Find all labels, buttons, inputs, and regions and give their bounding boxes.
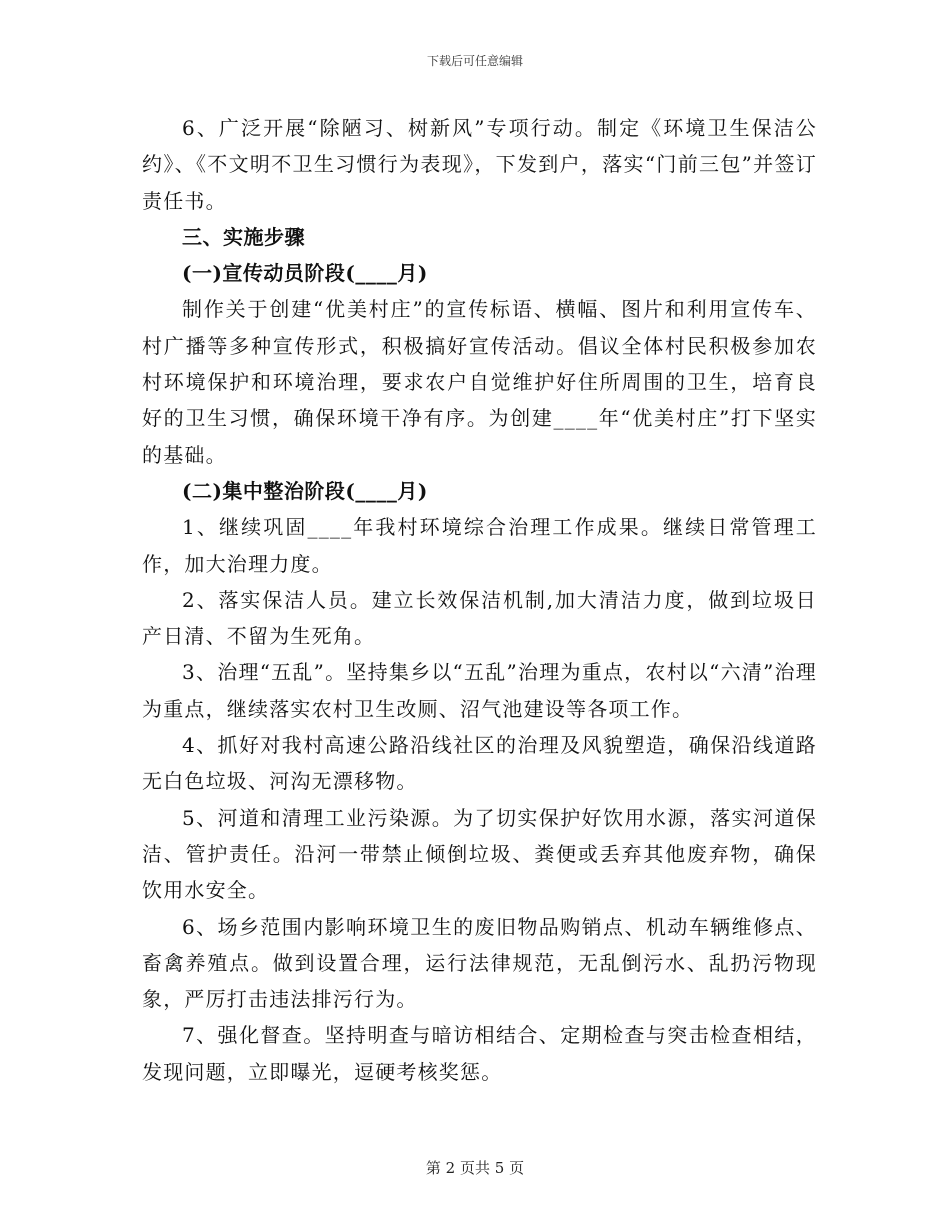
list-item-5: 5、河道和清理工业污染源。为了切实保护好饮用水源，落实河道保洁、管护责任。沿河一带禁止倾倒垃圾、粪便或丢弃其他废弃物，确保饮用水安全。 [142,805,817,903]
list-item-6: 6、场乡范围内影响环境卫生的废旧物品购销点、机动车辆维修点、畜禽养殖点。做到设置合理，运行法律规范，无乱倒污水、乱扔污物现象，严厉打击违法排污行为。 [142,914,817,1012]
page-number: 第 2 页共 5 页 [425,1159,525,1177]
list-item-1: 1、继续巩固____年我村环境综合治理工作成果。继续日常管理工作，加大治理力度。 [142,515,817,576]
subsection-heading-publicity-phase: (一)宣传动员阶段(____月) [182,261,428,286]
page-header-note: 下载后可任意编辑 [426,54,523,68]
subsection-heading-rectification-phase: (二)集中整治阶段(____月) [182,478,428,503]
list-item-2: 2、落实保洁人员。建立长效保洁机制,加大清洁力度，做到垃圾日产日清、不留为生死角。 [142,587,817,649]
list-item-7: 7、强化督查。坚持明查与暗访相结合、定期检查与突击检查相结，发现问题，立即曝光，逗硬考核奖惩。 [142,1023,817,1084]
paragraph-publicity-description: 制作关于创建“优美村庄”的宣传标语、横幅、图片和利用宣传车、村广播等多种宣传形式，积极搞好宣传活动。倡议全体村民积极参加农村环境保护和环境治理，要求农户自觉维护好住所周围的卫生，培育良好的卫生习惯，确保环境干净有序。为创建____年“优美村庄”打下坚实的基础。 [142,297,817,467]
list-item-4: 4、抓好对我村高速公路沿线社区的治理及风貌塑造，确保沿线道路无白色垃圾、河沟无漂移物。 [142,733,817,794]
list-item-3: 3、治理“五乱”。坚持集乡以“五乱”治理为重点，农村以“六清”治理为重点，继续落实农村卫生改厕、沼气池建设等各项工作。 [142,660,817,721]
section-heading-implementation-steps: 三、实施步骤 [182,224,305,249]
paragraph-item-6-campaign: 6、广泛开展“除陋习、树新风”专项行动。制定《环境卫生保洁公约》、《不文明不卫生习惯行为表现》，下发到户，落实“门前三包”并签订责任书。 [142,116,817,213]
document-body [142,110,817,1090]
